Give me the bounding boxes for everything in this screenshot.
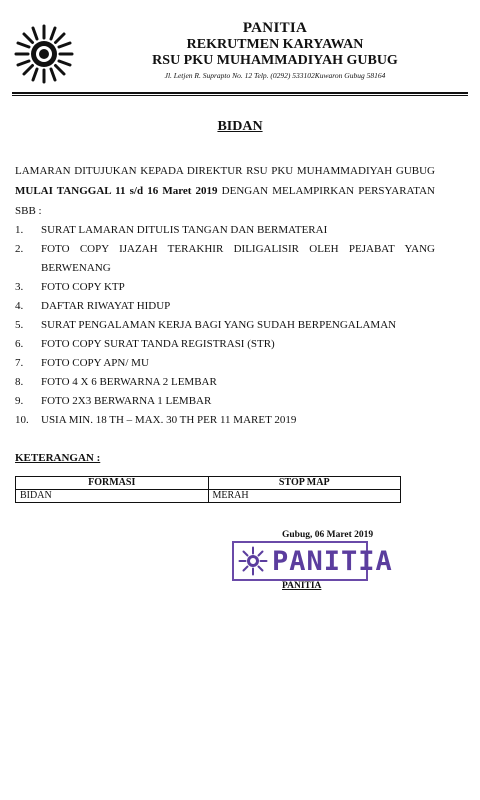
header-line-2: REKRUTMEN KARYAWAN xyxy=(186,37,364,52)
muhammadiyah-stamp-logo-icon xyxy=(238,546,268,576)
muhammadiyah-logo-icon xyxy=(14,24,74,84)
list-item xyxy=(15,221,435,240)
list-item xyxy=(15,316,435,335)
table-row xyxy=(16,490,401,503)
table-cell-formasi: BIDAN xyxy=(16,490,209,503)
intro-line-2-rest: DENGAN MELAMPIRKAN PERSYARATAN xyxy=(217,185,435,197)
list-item-text: FOTO COPY KTP xyxy=(41,281,125,293)
intro-line-1: LAMARAN DITUJUKAN KEPADA DIREKTUR RSU PKU MUHAMMADIYAH GUBUG xyxy=(15,165,435,177)
list-item xyxy=(15,411,435,430)
list-item-number: 4. xyxy=(15,300,24,312)
formasi-table xyxy=(15,476,401,503)
intro-line-3: SBB : xyxy=(15,205,42,217)
keterangan-heading: KETERANGAN : xyxy=(15,452,101,464)
header-divider xyxy=(12,92,468,94)
stamp-text: PANITIA xyxy=(272,546,393,577)
list-item xyxy=(15,335,435,354)
list-item xyxy=(15,373,435,392)
list-item-continuation xyxy=(15,259,435,278)
list-item-number: 6. xyxy=(15,338,24,350)
list-item xyxy=(15,392,435,411)
list-item-number: 1. xyxy=(15,224,24,236)
document-title: BIDAN xyxy=(217,119,263,134)
list-item-text: DAFTAR RIWAYAT HIDUP xyxy=(41,300,171,312)
list-item-text: FOTO COPY SURAT TANDA REGISTRASI (STR) xyxy=(41,338,275,350)
document-body xyxy=(15,161,435,430)
list-item-number: 3. xyxy=(15,281,24,293)
table-header-stop-map: STOP MAP xyxy=(208,477,401,490)
list-item-text: USIA MIN. 18 TH – MAX. 30 TH PER 11 MARET 2019 xyxy=(41,414,297,426)
list-item-text: BERWENANG xyxy=(41,262,111,274)
list-item-number: 2. xyxy=(15,243,24,255)
panitia-stamp xyxy=(232,541,393,581)
list-item-number: 7. xyxy=(15,357,24,369)
letterhead xyxy=(12,20,468,95)
list-item xyxy=(15,278,435,297)
intro-paragraph xyxy=(15,161,435,221)
header-divider-thin xyxy=(12,95,468,96)
list-item-text: FOTO COPY IJAZAH TERAKHIR DILIGALISIR OLEH PEJABAT YANG xyxy=(41,243,435,255)
table-header-formasi: FORMASI xyxy=(16,477,209,490)
table-cell-stop-map: MERAH xyxy=(208,490,401,503)
list-item-number: 8. xyxy=(15,376,24,388)
list-item-number: 10. xyxy=(15,414,29,426)
list-item-text: FOTO 2X3 BERWARNA 1 LEMBAR xyxy=(41,395,212,407)
list-item-number: 9. xyxy=(15,395,24,407)
header-address: Jl. Letjen R. Suprapto No. 12 Telp. (0292) 533102Kuwaron Gubug 58164 xyxy=(164,71,386,80)
header-line-1: PANITIA xyxy=(242,20,308,36)
list-item xyxy=(15,354,435,373)
intro-line-2 xyxy=(15,181,435,201)
list-item xyxy=(15,297,435,316)
requirements-list xyxy=(15,221,435,430)
signature-label: PANITIA xyxy=(282,581,322,591)
list-item-text: SURAT PENGALAMAN KERJA BAGI YANG SUDAH BERPENGALAMAN xyxy=(41,319,397,331)
header-line-3: RSU PKU MUHAMMADIYAH GUBUG xyxy=(152,53,398,68)
list-item-text: SURAT LAMARAN DITULIS TANGAN DAN BERMATERAI xyxy=(41,224,328,236)
list-item-text: FOTO 4 X 6 BERWARNA 2 LEMBAR xyxy=(41,376,217,388)
list-item-number: 5. xyxy=(15,319,24,331)
list-item xyxy=(15,240,435,259)
intro-date-range: MULAI TANGGAL 11 s/d 16 Maret 2019 xyxy=(15,185,218,197)
list-item-text: FOTO COPY APN/ MU xyxy=(41,357,149,369)
place-date: Gubug, 06 Maret 2019 xyxy=(282,530,374,540)
table-header-row xyxy=(16,477,401,490)
